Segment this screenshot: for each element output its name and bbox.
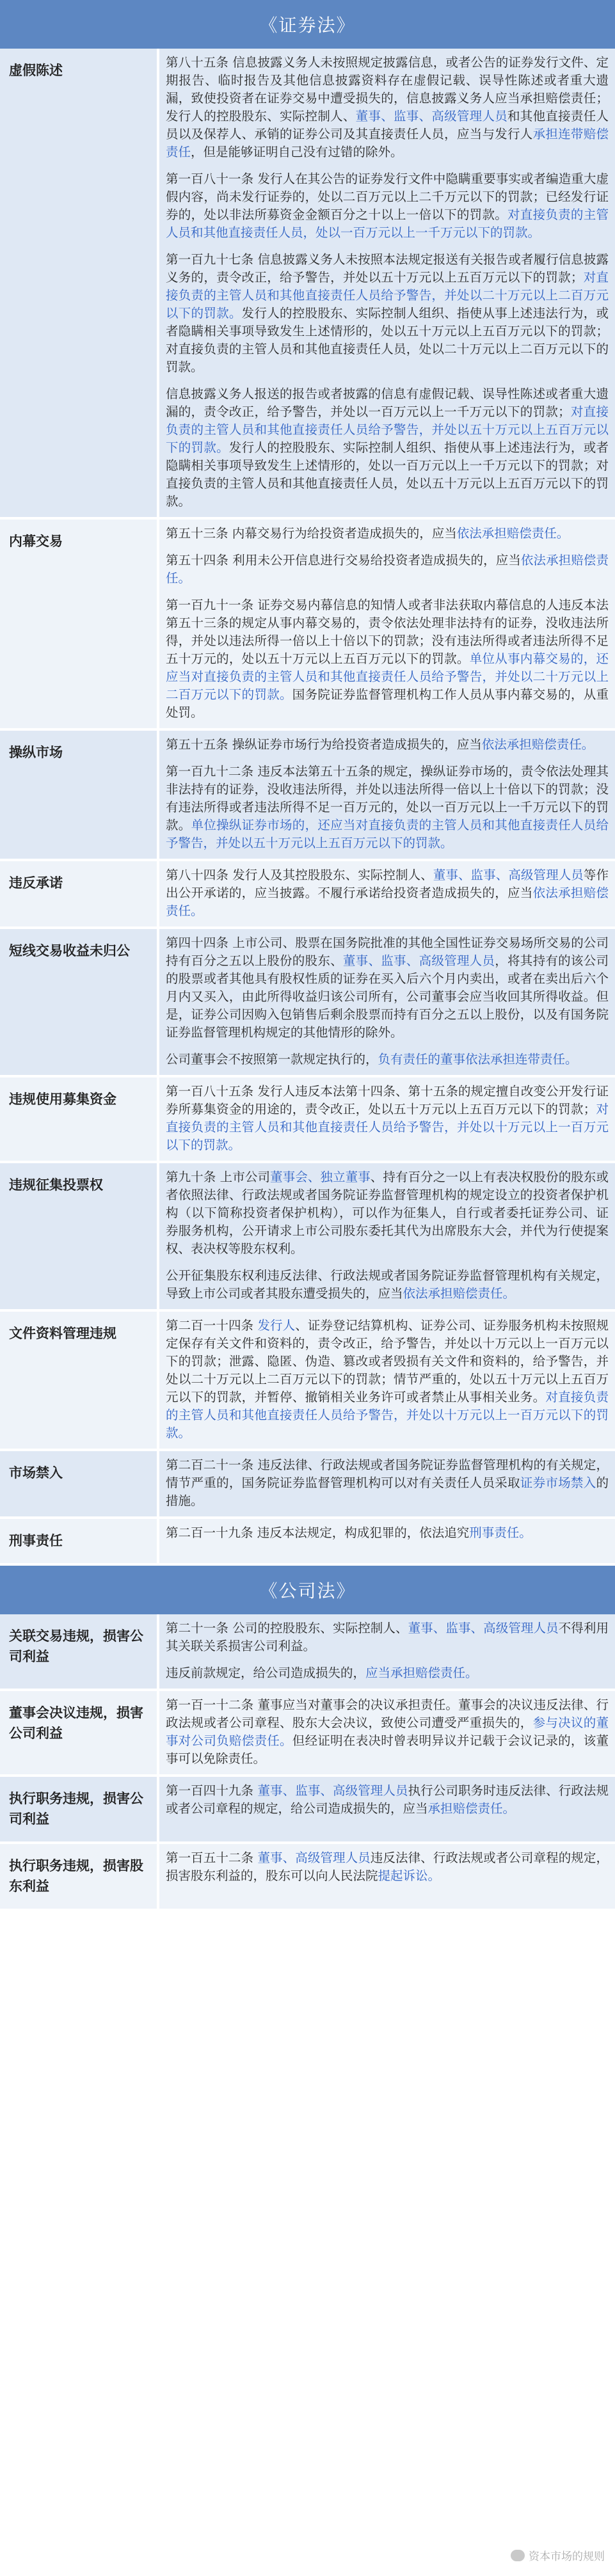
table-row [0, 1163, 615, 1312]
table-row [0, 520, 615, 731]
highlight-text: 董事、高级管理人员 [257, 1850, 371, 1865]
row-content [159, 929, 615, 1075]
article-paragraph [166, 1664, 609, 1682]
article-text: 第一百八十一条 发行人在其公告的证券发行文件中隐瞒重要事实或者编造重大虚假内容，尚未发行证券的，处以二百万元以上二千万元以下的罚款；已经发行证券的，处以非法所募资金金额百分之十以上一倍以下的罚款。 [166, 171, 609, 222]
article-text: ，将其持有的该公司的股票或者其他具有股权性质的证券在买入后六个月内卖出，或者在卖出后六个月内又买入，由此所得收益归该公司所有，公司董事会应当收回其所得收益。但是，证券公司因购入包销售后剩余股票而持有百分之五以上股份，以及有国务院证券监督管理机构规定的其他情形的除外。 [166, 953, 609, 1040]
highlight-text: 对直接负责的主管人员和其他直接责任人员，处以一百万元以上一千万元以下的罚款。 [166, 207, 609, 240]
row-content [159, 1077, 615, 1161]
article-paragraph [166, 1524, 609, 1542]
table-row [0, 1777, 615, 1844]
article-text: 等作出公开承诺的，应当披露。不履行承诺给投资者造成损失的，应当 [166, 868, 609, 900]
article-text: 公开征集股东权利违反法律、行政法规或者国务院证券监督管理机构有关规定，导致上市公司或者其股东遭受损失的，应当 [166, 1268, 609, 1301]
article-text: 公司董事会不按照第一款规定执行的， [166, 1052, 378, 1067]
highlight-text: 负有责任的董事依法承担连带责任。 [378, 1052, 578, 1067]
row-label: 操纵市场 [0, 731, 157, 859]
article-paragraph [166, 385, 609, 511]
row-content [159, 861, 615, 926]
article-paragraph [166, 54, 609, 161]
highlight-text: 董事、监事、高级管理人员 [257, 1783, 408, 1798]
highlight-text: 承担赔偿责任。 [427, 1801, 516, 1816]
section-title: 《证券法》 [0, 0, 615, 49]
article-text: 第五十五条 操纵证券市场行为给投资者造成损失的，应当 [166, 737, 482, 752]
article-text: 发行人的控股股东、实际控制人组织、指使从事上述违法行为，或者隐瞒相关事项导致发生上述情形的，处以五十万元以上五百万元以下的罚款；对直接负责的主管人员和其他直接责任人员，处以二十万元以上二百万元以下的罚款。 [166, 306, 609, 374]
article-paragraph [166, 736, 609, 754]
row-label: 短线交易收益未归公 [0, 929, 157, 1075]
highlight-text: 对直接负责的主管人员和其他直接责任人员给予警告，并处以二十万元以上二百万元以下的罚款。 [166, 270, 609, 321]
table-row [0, 1451, 615, 1519]
row-label: 刑事责任 [0, 1519, 157, 1563]
article-text: 第一百九十一条 证券交易内幕信息的知情人或者非法获取内幕信息的人违反本法第五十三条的规定从事内幕交易的，责令依法处理非法持有的证券，没收违法所得，并处以违法所得一倍以上十倍以下的罚款；没有违法所得或者违法所得不足五十万元的，处以五十万元以上五百万元以下的罚款。 [166, 598, 609, 666]
article-paragraph [166, 1051, 609, 1069]
article-text: 第二百二十一条 违反法律、行政法规或者国务院证券监督管理机构的有关规定，情节严重的，国务院证券监督管理机构可以对有关责任人员采取 [166, 1458, 609, 1490]
article-text: 第二百一十九条 违反本法规定，构成犯罪的，依法追究 [166, 1525, 470, 1540]
article-paragraph [166, 170, 609, 242]
table-row [0, 1691, 615, 1777]
article-text: 第一百八十五条 发行人违反本法第十四条、第十五条的规定擅自改变公开发行证券所募集资金的用途的，责令改正，处以五十万元以上五百万元以下的罚款； [166, 1084, 609, 1117]
table-row [0, 1077, 615, 1163]
article-text: 国务院证券监督管理机构工作人员从事内幕交易的，从重处罚。 [166, 687, 609, 720]
article-text: 第八十五条 信息披露义务人未按照规定披露信息，或者公告的证券发行文件、定期报告、临时报告及其他信息披露资料存在虚假记载、误导性陈述或者重大遗漏，致使投资者在证券交易中遭受损失的，信息披露义务人应当承担赔偿责任；发行人的控股股东、实际控制人、 [166, 55, 609, 123]
article-text: 第二百一十四条 [166, 1318, 258, 1333]
section-title: 《公司法》 [0, 1566, 615, 1614]
row-label: 执行职务违规，损害股东利益 [0, 1844, 157, 1909]
article-text: 第五十四条 利用未公开信息进行交易给投资者造成损失的，应当 [166, 553, 521, 568]
article-paragraph [166, 525, 609, 543]
article-text: 第四十四条 上市公司、股票在国务院批准的其他全国性证券交易场所交易的公司持有百分之五以上股份的股东、 [166, 935, 609, 968]
article-paragraph [166, 763, 609, 852]
highlight-text: 董事、监事、高级管理人员 [433, 868, 584, 882]
row-content [159, 1691, 615, 1774]
article-text: 第一百九十二条 违反本法第五十五条的规定，操纵证券市场的，责令依法处理其非法持有的证券，没收违法所得，并处以违法所得一倍以上十倍以下的罚款；没有违法所得或者违法所得不足一百万元的，处以一百万元以上一千万元以下的罚款。 [166, 764, 609, 832]
article-paragraph [166, 1083, 609, 1154]
highlight-text: 参与决议的董事对公司负赔偿责任。 [166, 1715, 609, 1748]
row-label: 内幕交易 [0, 520, 157, 728]
table-row [0, 49, 615, 520]
table-row [0, 1519, 615, 1566]
row-label: 违规使用募集资金 [0, 1077, 157, 1161]
article-text: 但经证明在表决时曾表明异议并记载于会议记录的，该董事可以免除责任。 [166, 1733, 609, 1766]
table-row [0, 929, 615, 1077]
table-row [0, 1844, 615, 1911]
row-label: 关联交易违规，损害公司利益 [0, 1614, 157, 1689]
highlight-text: 董事、监事、高级管理人员 [408, 1620, 559, 1635]
article-paragraph [166, 1267, 609, 1303]
highlight-text: 依法承担赔偿责任。 [481, 737, 595, 752]
table-row [0, 731, 615, 861]
watermark-text: 资本市场的规则 [529, 2550, 605, 2563]
article-text: 发行人的控股股东、实际控制人组织、指使从事上述违法行为，或者隐瞒相关事项导致发生上述情形的，处以一百万元以上一千万元以下的罚款；对直接负责的主管人员和其他直接责任人员，处以五十万元以上五百万元以下的罚款。 [166, 440, 609, 509]
highlight-text: 董事会、独立董事 [270, 1170, 371, 1184]
highlight-text: 单位操纵证券市场的，还应当对直接负责的主管人员和其他直接责任人员给予警告，并处以五十万元以上五百万元以下的罚款。 [166, 818, 609, 850]
highlight-text: 应当承担赔偿责任。 [365, 1665, 478, 1680]
row-content [159, 731, 615, 859]
article-paragraph [166, 596, 609, 722]
article-text: 第二十一条 公司的控股股东、实际控制人、 [166, 1620, 408, 1635]
highlight-text: 刑事责任。 [469, 1525, 532, 1540]
article-text: 第一百四十九条 [166, 1783, 258, 1798]
highlight-text: 对直接负责的主管人员和其他直接责任人员给予警告，并处以十万元以上一百万元以下的罚款。 [166, 1390, 609, 1440]
article-paragraph [166, 1168, 609, 1258]
article-paragraph [166, 866, 609, 920]
table-row [0, 1312, 615, 1451]
row-content [159, 49, 615, 517]
row-content [159, 1312, 615, 1449]
row-label: 虚假陈述 [0, 49, 157, 517]
row-label: 文件资料管理违规 [0, 1312, 157, 1449]
article-text: 第五十三条 内幕交易行为给投资者造成损失的，应当 [166, 526, 457, 541]
article-text: 第八十四条 发行人及其控股股东、实际控制人、 [166, 868, 433, 882]
row-content [159, 1844, 615, 1909]
watermark [511, 2547, 605, 2563]
highlight-text: 单位从事内幕交易的，还应当对直接负责的主管人员和其他直接责任人员给予警告，并处以二十万元以上二百万元以下的罚款。 [166, 651, 609, 702]
article-paragraph [166, 934, 609, 1042]
row-content [159, 1163, 615, 1309]
row-label: 违规征集投票权 [0, 1163, 157, 1309]
row-label: 董事会决议违规，损害公司利益 [0, 1691, 157, 1774]
row-content [159, 1614, 615, 1689]
highlight-text: 依法承担赔偿责任。 [456, 526, 570, 541]
highlight-text: 对直接负责的主管人员和其他直接责任人员给予警告，并处以十万元以上一百万元以下的罚款。 [166, 1102, 609, 1152]
article-paragraph [166, 1317, 609, 1442]
article-paragraph [166, 552, 609, 587]
article-paragraph [166, 1696, 609, 1768]
article-paragraph [166, 251, 609, 376]
highlight-text: 依法承担赔偿责任。 [166, 553, 609, 585]
row-label: 市场禁入 [0, 1451, 157, 1516]
article-text: 和其他直接责任人员以及保荐人、承销的证券公司及其直接责任人员，应当与发行人 [166, 109, 609, 141]
row-content [159, 520, 615, 728]
highlight-text: 发行人 [257, 1318, 296, 1333]
article-text: 、持有百分之一以上有表决权股份的股东或者依照法律、行政法规或者国务院证券监督管理机构的规定设立的投资者保护机构（以下简称投资者保护机构），可以作为征集人，自行或者委托证券公司、证券服务机构，公开请求上市公司股东委托其代为出席股东大会，并代为行使提案权、表决权等股东权利。 [166, 1170, 609, 1256]
highlight-text: 依法承担赔偿责任。 [403, 1286, 516, 1301]
highlight-text: 承担连带赔偿责任 [166, 127, 609, 159]
highlight-text: 董事、监事、高级管理人员 [355, 109, 508, 123]
highlight-text: 依法承担赔偿责任。 [166, 886, 609, 918]
row-content [159, 1777, 615, 1841]
row-content [159, 1451, 615, 1516]
highlight-text: 证券市场禁入 [520, 1475, 596, 1490]
article-paragraph [166, 1619, 609, 1655]
table-row [0, 1614, 615, 1691]
article-text: 的措施。 [166, 1475, 609, 1508]
row-label: 执行职务违规，损害公司利益 [0, 1777, 157, 1841]
article-text: 第一百五十二条 [166, 1850, 258, 1865]
row-content [159, 1519, 615, 1563]
article-text: ，但是能够证明自己没有过错的除外。 [191, 145, 403, 159]
article-text: 信息披露义务人报送的报告或者披露的信息有虚假记载、误导性陈述或者重大遗漏的，责令改正，给予警告，并处以一百万元以上一千万元以下的罚款； [166, 386, 609, 419]
article-text: 执行公司职务时违反法律、行政法规或者公司章程的规定，给公司造成损失的，应当 [166, 1783, 609, 1816]
article-text: 第一百一十二条 董事应当对董事会的决议承担责任。董事会的决议违反法律、行政法规或者公司章程、股东大会决议，致使公司遭受严重损失的， [166, 1697, 609, 1730]
article-text: 违反前款规定，给公司造成损失的， [166, 1665, 366, 1680]
highlight-text: 董事、监事、高级管理人员 [342, 953, 495, 968]
highlight-text: 提起诉讼。 [378, 1868, 441, 1883]
article-text: 第九十条 上市公司 [166, 1170, 271, 1184]
article-text: 违反法律、行政法规或者公司章程的规定，损害股东利益的，股东可以向人民法院 [166, 1850, 609, 1883]
article-text: 不得利用其关联关系损害公司利益。 [166, 1620, 609, 1653]
article-text: 第一百九十七条 信息披露义务人未按照本法规定报送有关报告或者履行信息披露义务的，责令改正，给予警告，并处以五十万元以上五百万元以下的罚款； [166, 252, 609, 285]
table-row [0, 861, 615, 929]
article-paragraph [166, 1849, 609, 1885]
article-paragraph [166, 1782, 609, 1818]
wechat-icon [511, 2550, 525, 2561]
highlight-text: 对直接负责的主管人员和其他直接责任人员给予警告，并处以五十万元以上五百万元以下的罚款。 [166, 404, 609, 455]
article-paragraph [166, 1456, 609, 1510]
row-label: 违反承诺 [0, 861, 157, 926]
article-text: 、证券登记结算机构、证券公司、证券服务机构未按照规定保存有关文件和资料的，责令改正，给予警告，并处以十万元以上一百万元以下的罚款；泄露、隐匿、伪造、篡改或者毁损有关文件和资料的，给予警告，并处以二十万元以上二百万元以下的罚款；情节严重的，处以五十万元以上五百万元以下的罚款，并暂停、撤销相关业务许可或者禁止从事相关业务。 [166, 1318, 609, 1404]
